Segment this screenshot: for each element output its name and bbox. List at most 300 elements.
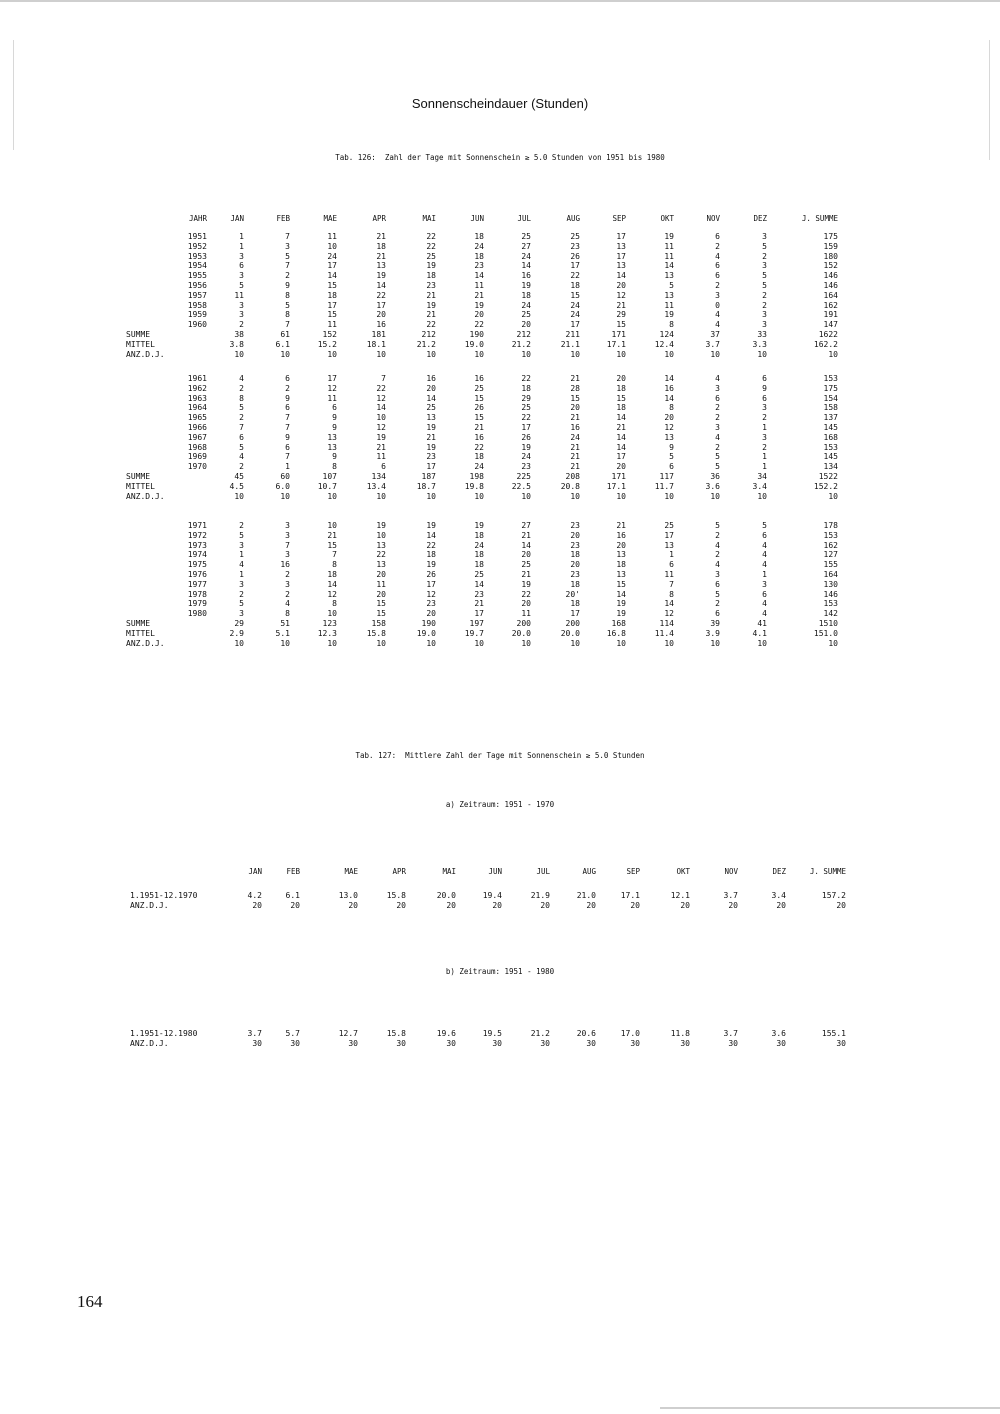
table-cell: 19.5 xyxy=(482,1029,502,1038)
table127-subtitle-a: a) Zeitraum: 1951 - 1970 xyxy=(445,800,555,809)
table-cell: 10 xyxy=(664,349,674,359)
table-cell: 14 xyxy=(664,261,674,271)
table-cell: 16 xyxy=(664,383,674,393)
table-cell: 212 xyxy=(516,330,531,339)
table-cell: 13 xyxy=(327,442,337,452)
table-cell: 187 xyxy=(421,472,436,481)
table-cell: 10 xyxy=(327,241,337,251)
table-cell: 12.7 xyxy=(338,1029,358,1038)
table-cell: 21.0 xyxy=(576,891,596,900)
table-cell: 24 xyxy=(570,300,580,310)
table-cell: 168 xyxy=(611,619,626,628)
table-cell: 10 xyxy=(474,349,484,359)
table-cell: 5 xyxy=(239,599,244,609)
table-cell: 4 xyxy=(285,599,290,609)
table-cell: 10 xyxy=(376,349,386,359)
table-cell: 10 xyxy=(376,491,386,501)
table-row xyxy=(0,609,1000,619)
table-cell: 11.4 xyxy=(654,628,674,638)
table-cell: 3 xyxy=(715,570,720,579)
table-cell: 168 xyxy=(823,432,838,442)
table-cell: 4 xyxy=(239,560,244,570)
table-cell: 20 xyxy=(570,560,580,570)
table-cell: 11.8 xyxy=(670,1029,690,1038)
table-cell: 20 xyxy=(776,900,786,910)
table-cell: 21.2 xyxy=(511,339,531,349)
table-cell: 6 xyxy=(669,462,674,472)
table-cell: 22 xyxy=(376,383,386,393)
table-cell: 2 xyxy=(285,589,290,599)
table-cell: 15.8 xyxy=(366,628,386,638)
table-cell: 22 xyxy=(570,271,580,281)
table-cell: 21.9 xyxy=(530,891,550,900)
year-cell: 1976 xyxy=(187,570,207,579)
table-row xyxy=(0,599,1000,609)
table-cell: 21 xyxy=(376,442,386,452)
table-cell: 10 xyxy=(474,638,484,648)
table-cell: 19 xyxy=(616,599,626,609)
table-cell: 17 xyxy=(616,232,626,241)
table-cell: 23 xyxy=(426,281,436,290)
table-row xyxy=(0,452,1000,462)
table-cell: 3.7 xyxy=(705,339,720,349)
table-cell: 19 xyxy=(664,232,674,241)
summary-row xyxy=(0,350,1000,360)
table-cell: 60 xyxy=(280,472,290,481)
table-cell: 2 xyxy=(762,290,767,300)
table-cell: 19 xyxy=(426,300,436,310)
table-cell: 10 xyxy=(570,349,580,359)
summary-row xyxy=(0,492,1000,502)
table-cell: 6 xyxy=(715,579,720,589)
table-cell: 15.8 xyxy=(386,891,406,900)
table-cell: 30 xyxy=(446,1038,456,1048)
table-cell: 28 xyxy=(570,383,580,393)
table-cell: 30 xyxy=(586,1038,596,1048)
table-cell: 3 xyxy=(762,579,767,589)
table-cell: 1 xyxy=(762,423,767,432)
table-cell: 13 xyxy=(664,271,674,281)
table-cell: 17 xyxy=(570,609,580,619)
table-cell: 146 xyxy=(823,589,838,599)
year-cell: 1975 xyxy=(187,560,207,570)
table-cell: 20 xyxy=(616,374,626,383)
table-cell: 1 xyxy=(762,452,767,462)
table-row xyxy=(0,291,1000,301)
table-cell: 11 xyxy=(327,320,337,330)
table-cell: 3 xyxy=(762,261,767,271)
column-header: JUN xyxy=(488,867,502,876)
table-cell: 18 xyxy=(570,579,580,589)
table-cell: 39 xyxy=(710,619,720,628)
table-cell: 19 xyxy=(376,271,386,281)
table-cell: 15 xyxy=(327,540,337,550)
table-cell: 14 xyxy=(327,271,337,281)
table-cell: 1 xyxy=(285,462,290,472)
table-cell: 23 xyxy=(474,589,484,599)
table-cell: 29 xyxy=(616,310,626,320)
table-row xyxy=(0,374,1000,384)
table-cell: 17 xyxy=(664,530,674,540)
table-cell: 145 xyxy=(823,452,838,462)
table-cell: 190 xyxy=(421,619,436,628)
table-cell: 6 xyxy=(285,403,290,413)
table-cell: 5 xyxy=(669,281,674,290)
table-cell: 6 xyxy=(669,560,674,570)
table-cell: 162.2 xyxy=(813,339,838,349)
table-cell: 12 xyxy=(327,589,337,599)
table-cell: 19 xyxy=(426,521,436,530)
table-cell: 19 xyxy=(521,281,531,290)
table-cell: 10 xyxy=(757,638,767,648)
table-cell: 22 xyxy=(474,442,484,452)
table-cell: 6 xyxy=(762,589,767,599)
table-cell: 14 xyxy=(426,530,436,540)
table-cell: 14 xyxy=(616,413,626,423)
table-cell: 18.7 xyxy=(416,481,436,491)
table-cell: 2 xyxy=(715,413,720,423)
table-cell: 22.5 xyxy=(511,481,531,491)
year-cell: 1956 xyxy=(187,281,207,290)
table-cell: 4 xyxy=(239,452,244,462)
table-cell: 30 xyxy=(348,1038,358,1048)
table-cell: 181 xyxy=(371,330,386,339)
table-cell: 2 xyxy=(285,383,290,393)
year-cell: 1957 xyxy=(187,290,207,300)
table-cell: 10 xyxy=(616,491,626,501)
table-cell: 27 xyxy=(521,521,531,530)
table-row xyxy=(0,320,1000,330)
table-cell: 164 xyxy=(823,290,838,300)
table-cell: 18 xyxy=(474,452,484,462)
table-cell: 20 xyxy=(664,413,674,423)
table-cell: 7 xyxy=(285,540,290,550)
table-cell: 7 xyxy=(285,320,290,330)
table-cell: 12.4 xyxy=(654,339,674,349)
table-cell: 3 xyxy=(285,550,290,560)
table-cell: 24 xyxy=(570,432,580,442)
scan-edge-top xyxy=(0,0,1000,2)
table-cell: 146 xyxy=(823,281,838,290)
table-cell: 3.7 xyxy=(723,1029,738,1038)
page-title: Sonnenscheindauer (Stunden) xyxy=(411,96,589,111)
table-cell: 20 xyxy=(570,403,580,413)
year-cell: 1962 xyxy=(187,383,207,393)
table-cell: 9 xyxy=(332,423,337,432)
table-cell: 19.4 xyxy=(482,891,502,900)
table-cell: 2 xyxy=(239,320,244,330)
table-cell: 25 xyxy=(474,383,484,393)
table-cell: 25 xyxy=(426,403,436,413)
table-cell: 164 xyxy=(823,570,838,579)
table-cell: 16 xyxy=(426,374,436,383)
table-cell: 10 xyxy=(234,638,244,648)
table-cell: 130 xyxy=(823,579,838,589)
table-cell: 21 xyxy=(327,530,337,540)
table-cell: 1 xyxy=(239,570,244,579)
table-cell: 3.8 xyxy=(229,339,244,349)
table-cell: 19 xyxy=(521,579,531,589)
table-cell: 171 xyxy=(611,472,626,481)
table-cell: 200 xyxy=(565,619,580,628)
table-cell: 20 xyxy=(521,599,531,609)
table-cell: 152.2 xyxy=(813,481,838,491)
year-cell: 1963 xyxy=(187,393,207,403)
table-cell: 20 xyxy=(426,383,436,393)
summary-row xyxy=(0,330,1000,340)
table-cell: 158 xyxy=(823,403,838,413)
year-cell: 1954 xyxy=(187,261,207,271)
year-cell: 1964 xyxy=(187,403,207,413)
table-cell: 7 xyxy=(381,374,386,383)
table-cell: 17 xyxy=(570,320,580,330)
table-cell: 14 xyxy=(616,271,626,281)
table-cell: 13 xyxy=(426,413,436,423)
table-cell: 8 xyxy=(285,609,290,619)
table-cell: 22 xyxy=(426,232,436,241)
table-cell: 19 xyxy=(474,300,484,310)
table-cell: 4 xyxy=(715,374,720,383)
year-cell: 1961 xyxy=(187,374,207,383)
table-cell: 20 xyxy=(836,900,846,910)
table-cell: 20 xyxy=(446,900,456,910)
table-cell: 24 xyxy=(327,251,337,261)
table-cell: 18.1 xyxy=(366,339,386,349)
table-cell: 5 xyxy=(762,521,767,530)
table-cell: 10 xyxy=(280,638,290,648)
column-header: MAI xyxy=(442,867,456,876)
table-cell: 24 xyxy=(521,300,531,310)
table-cell: 134 xyxy=(823,462,838,472)
table-cell: 4.1 xyxy=(752,628,767,638)
table-cell: 6.1 xyxy=(275,339,290,349)
column-header: FEB xyxy=(286,867,300,876)
table-cell: 17 xyxy=(616,452,626,462)
table-cell: 18 xyxy=(616,383,626,393)
table-cell: 10 xyxy=(710,491,720,501)
table-cell: 8 xyxy=(669,320,674,330)
table-cell: 2 xyxy=(715,442,720,452)
table-cell: 10 xyxy=(828,349,838,359)
table-cell: 146 xyxy=(823,271,838,281)
table-cell: 20 xyxy=(396,900,406,910)
table-row xyxy=(0,443,1000,453)
table-cell: 11 xyxy=(376,452,386,462)
table-cell: 13.0 xyxy=(338,891,358,900)
table-cell: 34 xyxy=(757,472,767,481)
table-cell: 9 xyxy=(332,413,337,423)
table-cell: 147 xyxy=(823,320,838,330)
table-cell: 21.2 xyxy=(416,339,436,349)
table-cell: 0 xyxy=(715,300,720,310)
column-header: SEP xyxy=(612,214,626,223)
summary-row xyxy=(0,629,1000,639)
table-cell: 5.7 xyxy=(285,1029,300,1038)
row-label: SUMME xyxy=(126,472,151,481)
table-cell: 6 xyxy=(332,403,337,413)
table-cell: 2 xyxy=(239,413,244,423)
table-cell: 30 xyxy=(252,1038,262,1048)
table-cell: 20 xyxy=(570,530,580,540)
table-cell: 13 xyxy=(616,550,626,560)
table-cell: 3.3 xyxy=(752,339,767,349)
table-cell: 1 xyxy=(762,570,767,579)
table-cell: 30 xyxy=(630,1038,640,1048)
table-cell: 10 xyxy=(828,491,838,501)
year-cell: 1972 xyxy=(187,530,207,540)
table-cell: 2 xyxy=(762,251,767,261)
table-cell: 14 xyxy=(616,589,626,599)
table-cell: 6 xyxy=(715,393,720,403)
table-row xyxy=(0,271,1000,281)
table-cell: 21 xyxy=(521,570,531,579)
table-cell: 30 xyxy=(396,1038,406,1048)
row-label: 1.1951-12.1980 xyxy=(130,1029,198,1038)
table-cell: 10 xyxy=(327,638,337,648)
table127-subtitle-b: b) Zeitraum: 1951 - 1980 xyxy=(445,967,555,976)
table-cell: 22 xyxy=(521,413,531,423)
table-row xyxy=(0,403,1000,413)
table-cell: 10 xyxy=(327,521,337,530)
table-cell: 3.6 xyxy=(705,481,720,491)
table-cell: 19.0 xyxy=(416,628,436,638)
table-cell: 6 xyxy=(381,462,386,472)
table-cell: 23 xyxy=(570,521,580,530)
table-cell: 19.8 xyxy=(464,481,484,491)
table-cell: 6 xyxy=(762,393,767,403)
column-header: JUL xyxy=(517,214,531,223)
table-cell: 6 xyxy=(285,442,290,452)
table-cell: 162 xyxy=(823,540,838,550)
year-cell: 1980 xyxy=(187,609,207,619)
table-cell: 9 xyxy=(669,442,674,452)
year-cell: 1969 xyxy=(187,452,207,462)
table-cell: 19 xyxy=(376,521,386,530)
table-row xyxy=(0,252,1000,262)
table-cell: 3.7 xyxy=(247,1029,262,1038)
year-cell: 1960 xyxy=(187,320,207,330)
table-cell: 3 xyxy=(762,432,767,442)
table-cell: 10 xyxy=(234,491,244,501)
table-cell: 2 xyxy=(762,300,767,310)
column-header: FEB xyxy=(276,214,290,223)
table-cell: 11 xyxy=(664,251,674,261)
table-cell: 12 xyxy=(664,609,674,619)
column-header: JUL xyxy=(536,867,550,876)
table-cell: 2 xyxy=(715,530,720,540)
table-cell: 10 xyxy=(616,638,626,648)
table-cell: 225 xyxy=(516,472,531,481)
table-cell: 20 xyxy=(492,900,502,910)
column-header: JAN xyxy=(230,214,244,223)
table-cell: 10 xyxy=(828,638,838,648)
table-cell: 9 xyxy=(762,383,767,393)
table-cell: 20 xyxy=(376,570,386,579)
table-cell: 3.9 xyxy=(705,628,720,638)
page-number: 164 xyxy=(77,1292,103,1311)
table-cell: 26 xyxy=(570,251,580,261)
table-cell: 10 xyxy=(757,349,767,359)
table-cell: 17 xyxy=(474,609,484,619)
table-row xyxy=(0,550,1000,560)
table-cell: 21 xyxy=(474,290,484,300)
table-cell: 3 xyxy=(239,310,244,320)
table-cell: 200 xyxy=(516,619,531,628)
table-cell: 5.1 xyxy=(275,628,290,638)
table-cell: 26 xyxy=(521,432,531,442)
table-cell: 25 xyxy=(521,310,531,320)
scan-edge-left xyxy=(13,40,14,150)
table-cell: 10 xyxy=(710,349,720,359)
table-cell: 18 xyxy=(570,550,580,560)
table-cell: 5 xyxy=(715,462,720,472)
table-cell: 15.8 xyxy=(386,1029,406,1038)
table-cell: 10.7 xyxy=(317,481,337,491)
table-cell: 20 xyxy=(586,900,596,910)
table-cell: 17 xyxy=(570,261,580,271)
table-cell: 4 xyxy=(715,560,720,570)
table-row xyxy=(0,531,1000,541)
table-cell: 12 xyxy=(327,383,337,393)
table-cell: 22 xyxy=(426,241,436,251)
table-cell: 10 xyxy=(280,349,290,359)
column-header: OKT xyxy=(660,214,674,223)
table-cell: 6 xyxy=(762,374,767,383)
table-cell: 10 xyxy=(376,530,386,540)
table-cell: 19 xyxy=(426,560,436,570)
table-cell: 3 xyxy=(239,609,244,619)
table126-header xyxy=(0,214,1000,224)
table-cell: 6 xyxy=(239,432,244,442)
table-cell: 24 xyxy=(474,462,484,472)
table127-header xyxy=(0,867,1000,877)
table-cell: 17 xyxy=(426,579,436,589)
table-cell: 3 xyxy=(239,540,244,550)
table-cell: 18 xyxy=(570,281,580,290)
table-cell: 21 xyxy=(616,521,626,530)
table-cell: 61 xyxy=(280,330,290,339)
table-cell: 5 xyxy=(239,442,244,452)
table-cell: 3.4 xyxy=(771,891,786,900)
row-label: MITTEL xyxy=(126,339,155,349)
table-cell: 27 xyxy=(521,241,531,251)
year-cell: 1974 xyxy=(187,550,207,560)
row-label: SUMME xyxy=(126,619,151,628)
table-cell: 18 xyxy=(426,550,436,560)
table-row xyxy=(0,301,1000,311)
table-cell: 18 xyxy=(570,599,580,609)
table-cell: 30 xyxy=(680,1038,690,1048)
summary-row xyxy=(0,482,1000,492)
table127-caption: Tab. 127: Mittlere Zahl der Tage mit Sonnenschein ≥ 5.0 Stunden xyxy=(355,751,645,760)
row-label: ANZ.D.J. xyxy=(126,491,165,501)
table-cell: 191 xyxy=(823,310,838,320)
table-cell: 197 xyxy=(469,619,484,628)
column-header: NOV xyxy=(724,867,738,876)
table-cell: 3 xyxy=(239,579,244,589)
table-cell: 19.0 xyxy=(464,339,484,349)
table-cell: 19 xyxy=(616,609,626,619)
column-header: DEZ xyxy=(772,867,786,876)
table-cell: 33 xyxy=(757,330,767,339)
table-cell: 13 xyxy=(664,432,674,442)
table-cell: 175 xyxy=(823,383,838,393)
table-cell: 6.0 xyxy=(275,481,290,491)
table-cell: 4 xyxy=(715,540,720,550)
table-cell: 21 xyxy=(474,423,484,432)
table-cell: 17.0 xyxy=(620,1029,640,1038)
table-cell: 10 xyxy=(710,638,720,648)
